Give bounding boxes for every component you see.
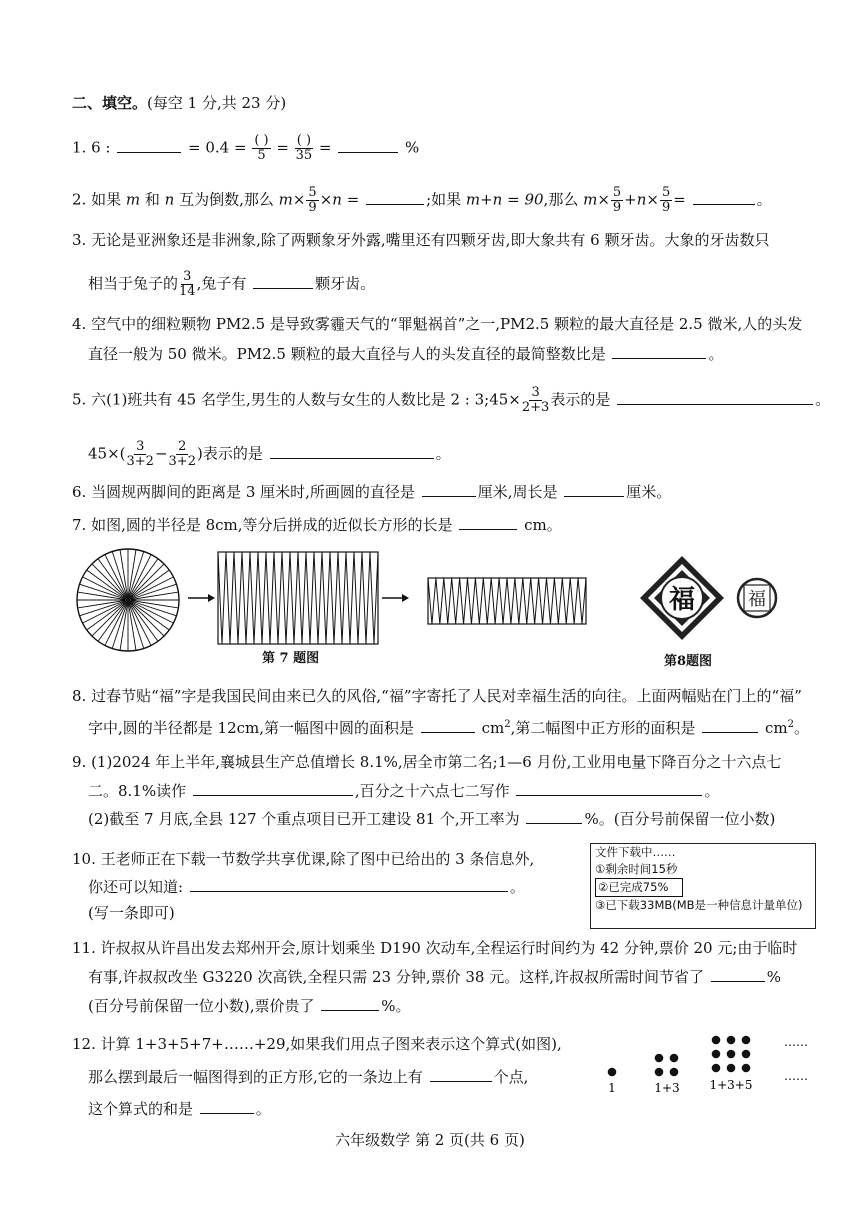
dot [608,1068,617,1077]
download-title: 文件下载中…… [595,845,676,859]
figure-7-8 [70,548,830,673]
q12-blank-2[interactable] [200,1098,254,1114]
download-remaining-time: ①剩余时间15秒 [595,862,678,876]
q12-blank-1[interactable] [430,1066,492,1082]
question-2: 2. 如果 m 和 n 互为倒数,那么 m× $\frac{5}{9}$ ×n = ;如果 m+n = 90,那么 m× $\frac{5}{9}$ +n× $\frac{5}{9}$ = 。 [72,185,772,215]
question-9-line-3: (2)截至 7 月底,全县 127 个重点项目已开工建设 81 个,开工率为 %。(百分号前保留一位小数) [88,810,776,828]
question-1: 1. 6 : = 0.4 = $\frac{( )}{5}$ = $\frac{( )}{35}$ = % [72,133,420,163]
arrow-1-icon [188,594,215,602]
q5-fraction-1: $\frac{3}{2+3}$ [521,385,550,415]
question-10-line-3: (写一条即可) [88,904,175,922]
dot [670,1054,679,1063]
question-3-line-1: 3. 无论是亚洲象还是非洲象,除了两颗象牙外露,嘴里还有四颗牙齿,即大象共有 6 颗牙齿。大象的牙齿数只 [72,231,770,249]
dot [712,1036,721,1045]
q5-fraction-2: $\frac{3}{3+2}$ [126,439,154,469]
q2-blank-1[interactable] [366,189,424,205]
dot-patterns [608,1036,751,1077]
q1-fraction-2: $\frac{( )}{35}$ [295,133,313,163]
fu-character-circle-icon [738,579,776,617]
q1-text-2: = 0.4 = [188,138,247,157]
q1-blank-1[interactable] [117,137,181,153]
q8-blank-2[interactable] [702,717,758,733]
q10-blank[interactable] [190,876,508,892]
download-progress: ②已完成75% [595,878,683,897]
dot-label-1: 1 [608,1081,616,1095]
q1-text: 6 : [91,138,111,157]
page-footer: 六年级数学 第 2 页(共 6 页) [335,1131,525,1149]
question-5-line-2: 45×( $\frac{3}{3+2}$ − $\frac{2}{3+2}$ )表示的是 。 [88,439,451,469]
q6-blank-2[interactable] [564,481,624,497]
q2-fraction-3: $\frac{5}{9}$ [661,185,671,215]
question-11-line-1: 11. 许叔叔从许昌出发去郑州开会,原计划乘坐 D190 次动车,全程运行时间约为 42 分钟,票价 20 元;由于临时 [72,939,798,957]
q6-blank-1[interactable] [422,481,476,497]
fu-char-2: 福 [748,589,766,610]
q9-blank-3[interactable] [526,808,582,824]
question-4-line-2: 直径一般为 50 微米。PM2.5 颗粒的最大直径与人的头发直径的最简整数比是 。 [88,345,724,363]
dot-label-3: 1+3+5 [709,1078,753,1092]
q2-fraction-2: $\frac{5}{9}$ [612,185,622,215]
question-7: 7. 如图,圆的半径是 8cm,等分后拼成的近似长方形的长是 cm。 [72,516,562,534]
q1-fraction-1: $\frac{( )}{5}$ [254,133,269,163]
q1-percent: % [404,138,420,157]
dot [712,1064,721,1073]
q2-fraction-1: $\frac{5}{9}$ [308,185,317,215]
q3-blank[interactable] [253,273,313,289]
arrow-2-icon [382,594,409,602]
dot [742,1036,751,1045]
dot-label-2: 1+3 [654,1081,680,1095]
q5-blank-1[interactable] [617,389,813,405]
dot [655,1054,664,1063]
dot [727,1036,736,1045]
question-12-line-2: 那么摆到最后一幅图得到的正方形,它的一条边上有 个点, [88,1068,529,1086]
approx-rectangle-2 [428,578,586,624]
q5-blank-2[interactable] [270,443,434,459]
q1-blank-2[interactable] [338,137,398,153]
question-8-line-1: 8. 过春节贴“福”字是我国民间由来已久的风俗,“福”字寄托了人民对幸福生活的向往。上面两幅贴在门上的“福” [72,687,802,705]
figure-8-caption: 第8题图 [664,654,713,669]
figure-7-caption: 第 7 题图 [262,651,320,666]
q4-blank[interactable] [612,343,706,359]
question-12-line-3: 这个算式的和是 。 [88,1100,271,1118]
ellipsis-1: …… [784,1035,808,1049]
question-9-line-2: 二。8.1%读作 ,百分之十六点七二写作 。 [88,782,720,800]
dot [712,1050,721,1059]
approx-rectangle-1 [218,552,378,644]
q2-blank-2[interactable] [693,189,755,205]
question-3-line-2: 相当于兔子的 $\frac{3}{14}$ ,兔子有 颗牙齿。 [88,269,376,299]
dot [727,1050,736,1059]
dot [742,1064,751,1073]
download-progress-row [591,878,815,897]
dot [670,1068,679,1077]
section-title: 二、填空。 [72,94,148,112]
dot [655,1068,664,1077]
q9-blank-1[interactable] [193,780,353,796]
question-4-line-1: 4. 空气中的细粒颗物 PM2.5 是导致雾霾天气的“罪魁祸首”之一,PM2.5 颗粒的最大直径是 2.5 微米,人的头发 [72,315,803,333]
question-10-line-1: 10. 王老师正在下载一节数学共享优课,除了图中已给出的 3 条信息外, [72,850,535,868]
section-header [72,93,286,113]
q11-blank-2[interactable] [321,995,379,1011]
q9-blank-2[interactable] [516,780,702,796]
q11-blank-1[interactable] [711,966,765,982]
q1-number: 1. [72,138,87,157]
question-10-line-2: 你还可以知道: 。 [88,878,525,896]
dot [727,1064,736,1073]
q3-fraction: $\frac{3}{14}$ [179,269,196,299]
question-12-line-1: 12. 计算 1+3+5+7+……+29,如果我们用点子图来表示这个算式(如图), [72,1035,562,1053]
download-info-box [590,843,816,929]
question-11-line-2: 有事,许叔叔改坐 G3220 次高铁,全程只需 23 分钟,票价 38 元。这样,许叔叔所需时间节省了 % [88,968,782,986]
question-5-line-1: 5. 六(1)班共有 45 名学生,男生的人数与女生的人数比是 2 : 3;45× $\frac{3}{2+3}$ 表示的是 。 [72,385,831,415]
question-9-line-1: 9. (1)2024 年上半年,襄城县生产总值增长 8.1%,居全市第二名;1—6 月份,工业用电量下降百分之十六点七 [72,753,782,771]
dot [742,1050,751,1059]
question-6: 6. 当圆规两脚间的距离是 3 厘米时,所画圆的直径是 厘米,周长是 厘米。 [72,483,672,501]
q5-fraction-3: $\frac{2}{3+2}$ [168,439,196,469]
q7-blank[interactable] [459,514,517,530]
dot-diagram [596,1028,826,1100]
fu-char-1: 福 [668,585,696,615]
question-8-line-2: 字中,圆的半径都是 12cm,第一幅图中圆的面积是 $cm^2$,第二幅图中正方形的面积是 $cm^2$。 [88,719,809,737]
section-note: (每空 1 分,共 23 分) [147,94,287,112]
ellipsis-2: …… [784,1069,808,1083]
fu-character-diamond-icon [640,556,724,640]
q8-blank-1[interactable] [421,717,475,733]
download-size: ③已下载33MB(MB是一种信息计量单位) [595,898,803,912]
question-11-line-3: (百分号前保留一位小数),票价贵了 %。 [88,997,411,1015]
sector-circle-figure [77,549,179,651]
